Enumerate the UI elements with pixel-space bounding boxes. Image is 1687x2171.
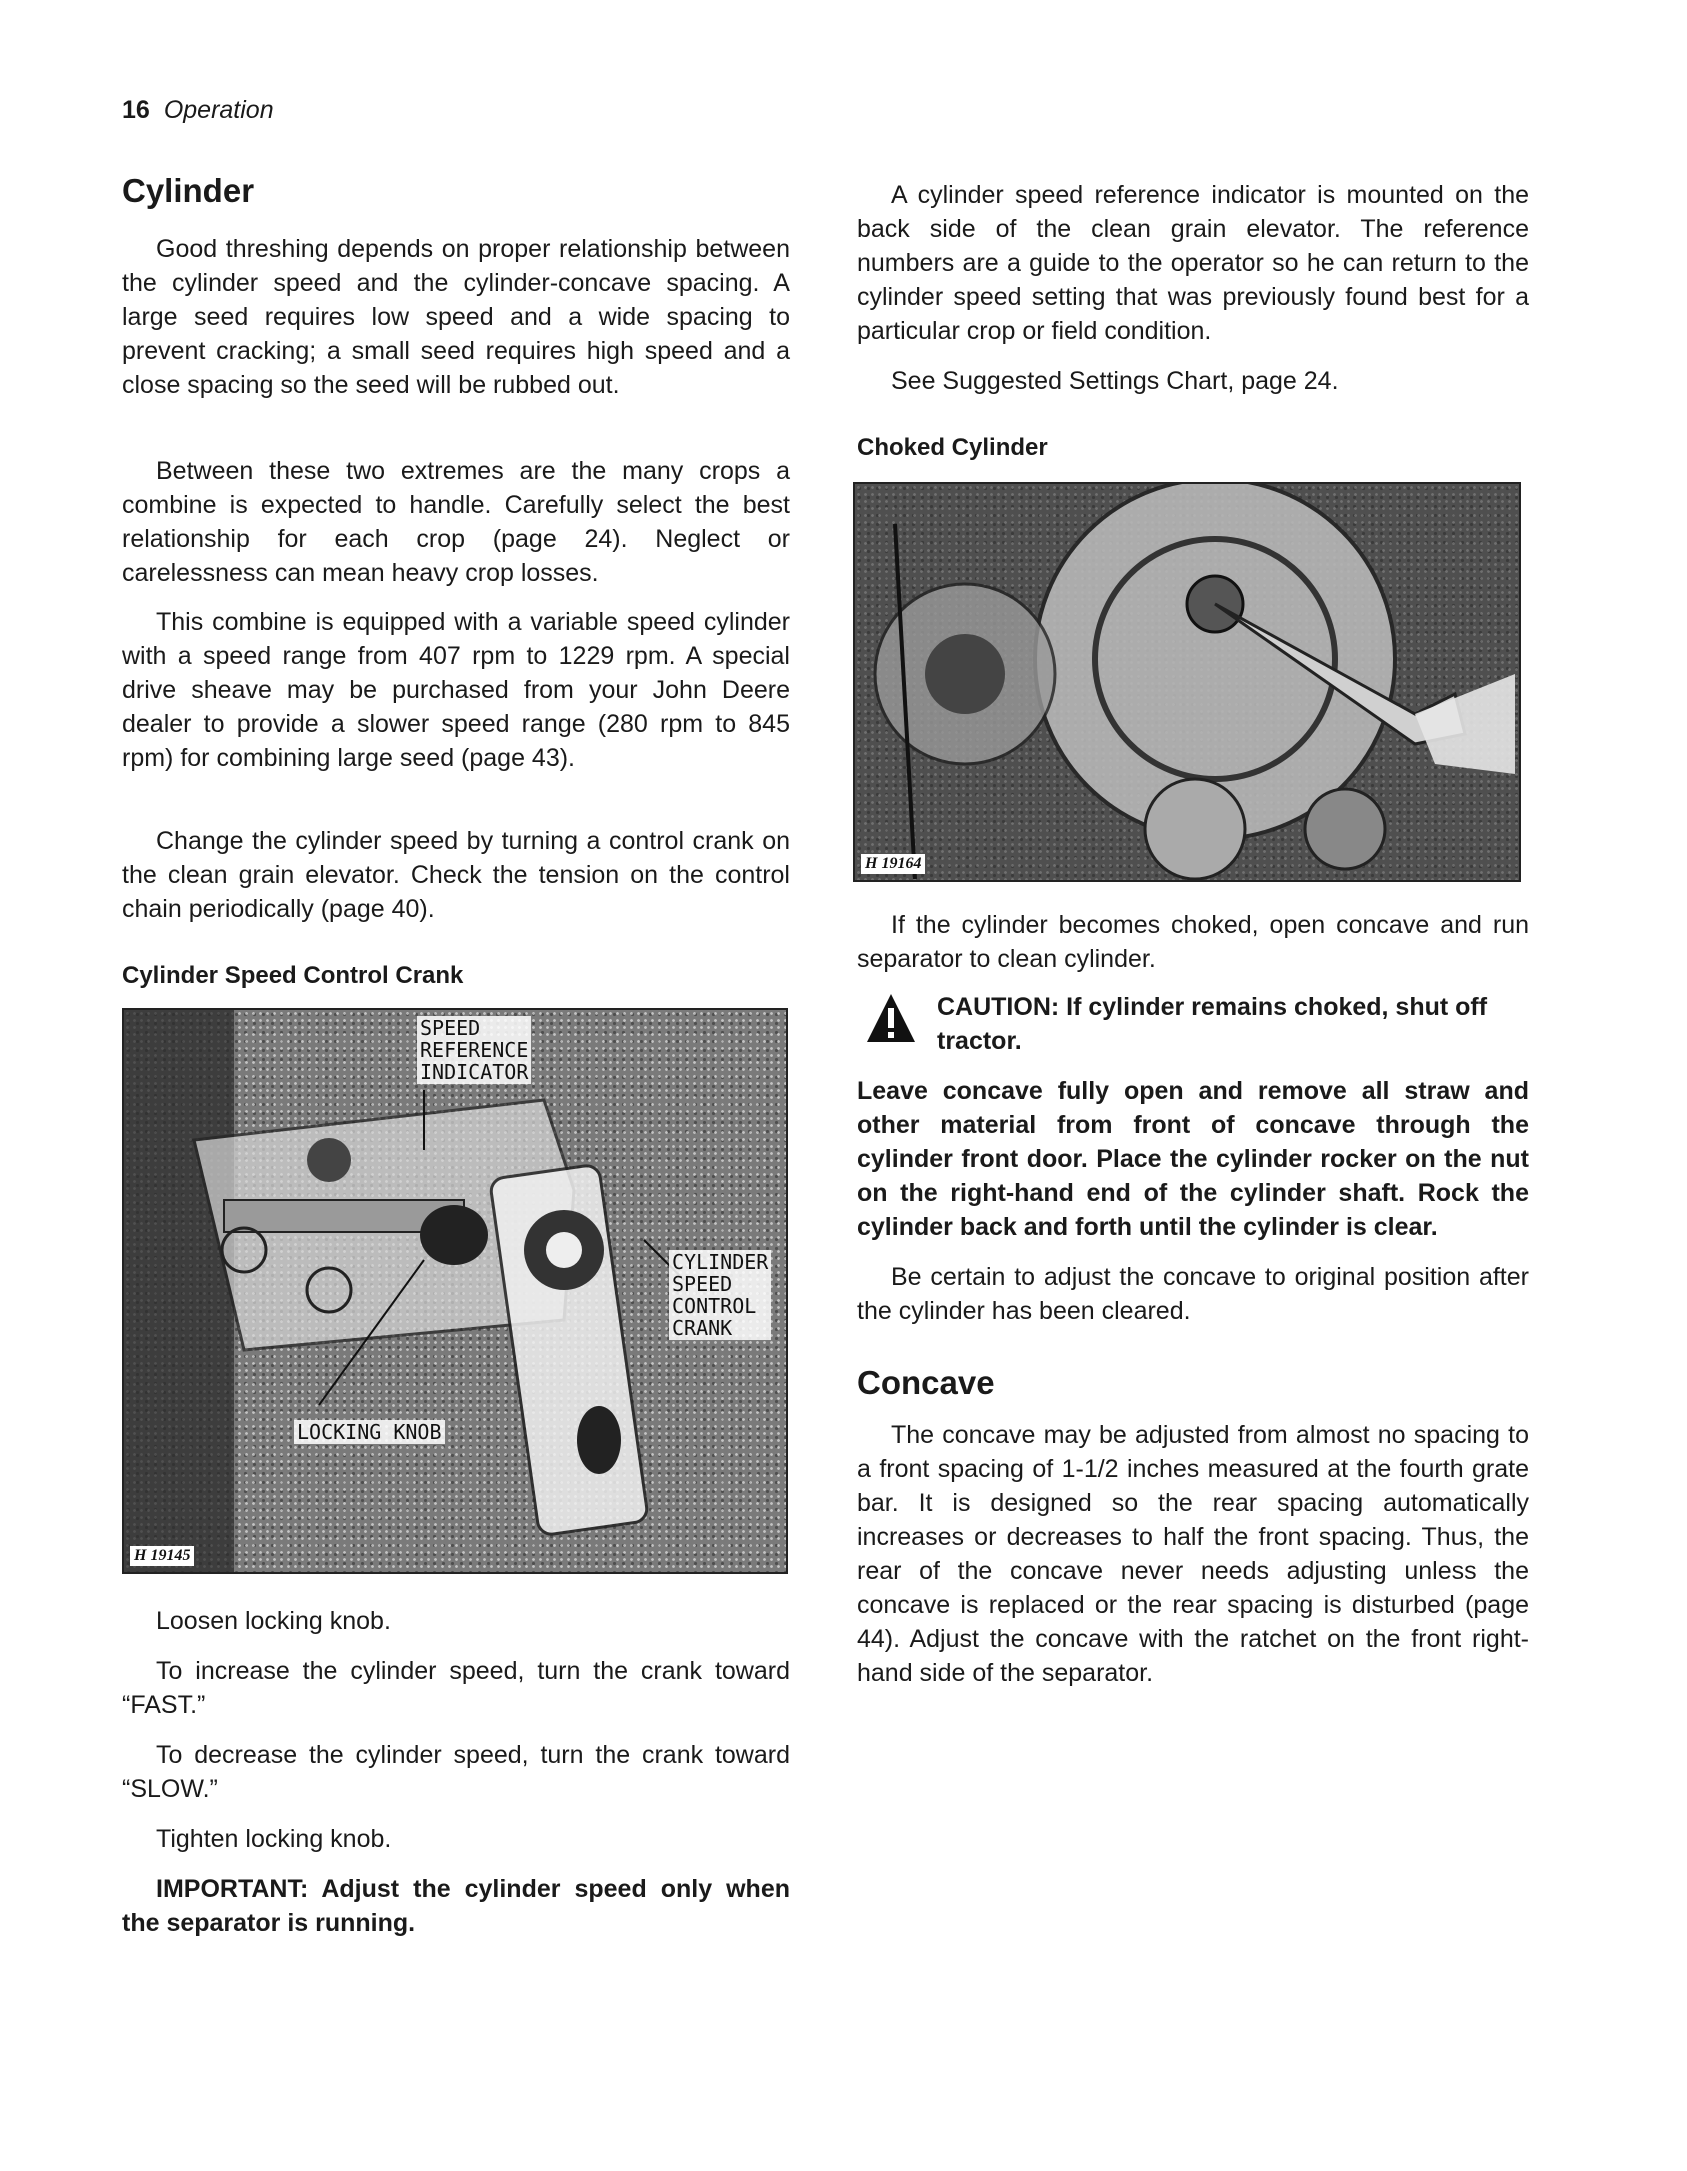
paragraph: To increase the cylinder speed, turn the crank toward “FAST.”: [122, 1657, 790, 1719]
label-speed-reference-indicator: SPEED REFERENCE INDICATOR: [417, 1016, 531, 1084]
paragraph: Loosen locking knob.: [156, 1607, 391, 1635]
paragraph: The concave may be adjusted from almost no spacing to a front spacing of 1-1/2 inches measured at the fourth grate bar. It is designed so the rear spacing automatically increases or decreases to half the front spacing. Thus, the rear of the concave never needs adjusting unless the concave is replaced or the rear spacing is disturbed (page 44). Adjust the concave with the ratchet on the front right-hand side of the separator.: [857, 1421, 1529, 1687]
paragraph: Change the cylinder speed by turning a control crank on the clean grain elevator. Check the tension on the control chain periodically (page 40).: [122, 827, 790, 923]
paragraph: See Suggested Settings Chart, page 24.: [891, 367, 1339, 395]
running-head: [122, 96, 274, 125]
choked-cylinder-photo: [853, 482, 1521, 882]
speed-control-crank-photo: [122, 1008, 788, 1574]
section-title: Operation: [163, 96, 274, 124]
figure-heading: Cylinder Speed Control Crank: [122, 962, 464, 989]
paragraph: If the cylinder becomes choked, open concave and run separator to clean cylinder.: [857, 911, 1529, 973]
page-number: 16: [122, 96, 150, 124]
sub-heading-choked-cylinder: Choked Cylinder: [857, 434, 1048, 461]
important-note: IMPORTANT: Adjust the cylinder speed only when the separator is running.: [122, 1875, 790, 1937]
heading-cylinder: Cylinder: [122, 172, 255, 209]
heading-concave: Concave: [857, 1364, 995, 1401]
caution-block: [857, 990, 1529, 1060]
paragraph: Good threshing depends on proper relationship between the cylinder speed and the cylinder-concave spacing. A large seed requires low speed and a wide spacing to prevent cracking; a small seed requires high speed and a close spacing so the seed will be rubbed out.: [122, 235, 790, 399]
paragraph: This combine is equipped with a variable speed cylinder with a speed range from 407 rpm to 1229 rpm. A special drive sheave may be purchased from your John Deere dealer to provide a slower speed range (280 rpm to 845 rpm) for combining large seed (page 43).: [122, 608, 790, 772]
bold-instructions: Leave concave fully open and remove all straw and other material from front of concave through the cylinder front door. Place the cylinder rocker on the nut on the right-hand end of the cylinder shaft. Rock the cylinder back and forth until the cylinder is clear.: [857, 1077, 1529, 1241]
photo-id: H 19164: [861, 854, 925, 874]
paragraph: Tighten locking knob.: [156, 1825, 392, 1853]
photo-id: H 19145: [130, 1546, 194, 1566]
warning-triangle-icon: [865, 992, 917, 1044]
caution-text: CAUTION: If cylinder remains choked, shut off tractor.: [937, 993, 1488, 1055]
photo-illustration: [855, 484, 1519, 880]
label-cylinder-speed-control-crank: CYLINDER SPEED CONTROL CRANK: [669, 1250, 771, 1340]
paragraph: A cylinder speed reference indicator is mounted on the back side of the clean grain elevator. The reference numbers are a guide to the operator so he can return to the cylinder speed setting that was previously found best for a particular crop or field condition.: [857, 181, 1529, 345]
label-locking-knob: LOCKING KNOB: [294, 1420, 445, 1444]
paragraph: Between these two extremes are the many crops a combine is expected to handle. Carefully select the best relationship for each crop (page 24). Neglect or carelessness can mean heavy crop losses.: [122, 457, 790, 587]
paragraph: Be certain to adjust the concave to original position after the cylinder has been cleared.: [857, 1263, 1529, 1325]
paragraph: To decrease the cylinder speed, turn the crank toward “SLOW.”: [122, 1741, 790, 1803]
